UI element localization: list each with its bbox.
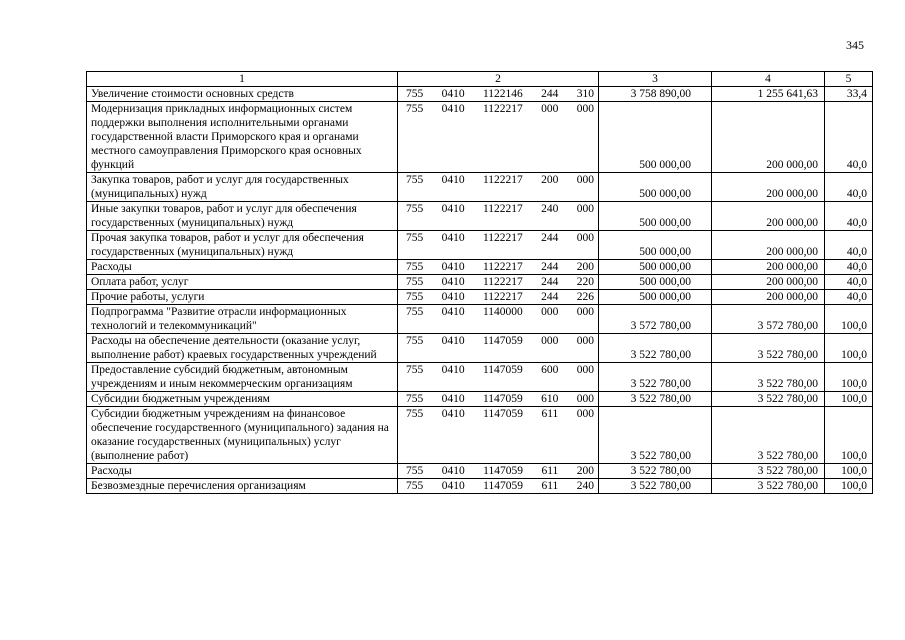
code-part: 000 xyxy=(576,232,594,244)
row-codes xyxy=(398,290,599,305)
row-codes xyxy=(398,407,599,464)
code-part: 755 xyxy=(406,393,424,405)
code-group xyxy=(400,407,596,421)
row-codes xyxy=(398,87,599,102)
code-part: 0410 xyxy=(441,364,465,376)
code-part: 240 xyxy=(541,203,559,215)
code-part: 755 xyxy=(406,103,424,115)
row-codes xyxy=(398,464,599,479)
row-name: Безвозмездные перечисления организациям xyxy=(87,479,398,494)
table-row xyxy=(87,87,873,102)
row-name: Субсидии бюджетным учреждениям xyxy=(87,392,398,407)
row-value-c4: 3 522 780,00 xyxy=(712,407,825,464)
table-row xyxy=(87,305,873,334)
code-part: 755 xyxy=(406,276,424,288)
code-group xyxy=(400,87,596,101)
row-value-c5: 100,0 xyxy=(825,334,873,363)
code-part: 1122217 xyxy=(482,203,523,215)
code-part: 755 xyxy=(406,261,424,273)
row-value-c5: 100,0 xyxy=(825,407,873,464)
table-row xyxy=(87,173,873,202)
code-part: 244 xyxy=(541,232,559,244)
code-group xyxy=(400,173,596,187)
table-row xyxy=(87,392,873,407)
row-name: Расходы xyxy=(87,260,398,275)
code-part: 611 xyxy=(541,465,559,477)
code-part: 000 xyxy=(576,203,594,215)
code-part: 1122146 xyxy=(482,88,523,100)
row-value-c5: 100,0 xyxy=(825,305,873,334)
code-part: 0410 xyxy=(441,261,465,273)
code-part: 0410 xyxy=(441,88,465,100)
code-part: 755 xyxy=(406,408,424,420)
row-value-c3: 3 522 780,00 xyxy=(599,464,712,479)
row-name: Прочая закупка товаров, работ и услуг для обеспечения государственных (муниципальных) нужд xyxy=(87,231,398,260)
row-value-c5: 40,0 xyxy=(825,231,873,260)
row-value-c4: 200 000,00 xyxy=(712,173,825,202)
code-part: 310 xyxy=(576,88,594,100)
row-name: Прочие работы, услуги xyxy=(87,290,398,305)
code-part: 000 xyxy=(576,103,594,115)
row-name: Оплата работ, услуг xyxy=(87,275,398,290)
code-group xyxy=(400,305,596,319)
row-value-c3: 3 522 780,00 xyxy=(599,392,712,407)
code-part: 0410 xyxy=(441,306,465,318)
code-part: 600 xyxy=(541,364,559,376)
row-value-c4: 3 572 780,00 xyxy=(712,305,825,334)
table-row xyxy=(87,363,873,392)
row-value-c3: 3 522 780,00 xyxy=(599,407,712,464)
code-part: 244 xyxy=(541,276,559,288)
code-part: 1122217 xyxy=(482,276,523,288)
code-group xyxy=(400,260,596,274)
code-part: 244 xyxy=(541,88,559,100)
code-part: 1147059 xyxy=(483,465,523,477)
row-value-c3: 500 000,00 xyxy=(599,290,712,305)
row-value-c3: 3 522 780,00 xyxy=(599,334,712,363)
code-part: 1147059 xyxy=(482,393,523,405)
row-name: Увеличение стоимости основных средств xyxy=(87,87,398,102)
row-value-c5: 100,0 xyxy=(825,479,873,494)
row-codes xyxy=(398,305,599,334)
row-value-c5: 40,0 xyxy=(825,290,873,305)
row-name: Модернизация прикладных информационных систем поддержки выполнения исполнительными органами государственной власти Приморского края и органами местного самоуправления Приморского края основных функций xyxy=(87,102,398,173)
code-part: 755 xyxy=(406,364,424,376)
row-value-c4: 1 255 641,63 xyxy=(712,87,825,102)
code-part: 1147059 xyxy=(482,335,523,347)
row-value-c4: 3 522 780,00 xyxy=(712,392,825,407)
header-col-5: 5 xyxy=(825,72,873,87)
row-codes xyxy=(398,202,599,231)
header-col-1: 1 xyxy=(87,72,398,87)
row-value-c5: 40,0 xyxy=(825,202,873,231)
code-part: 0410 xyxy=(441,291,465,303)
header-col-4: 4 xyxy=(712,72,825,87)
row-value-c3: 3 758 890,00 xyxy=(599,87,712,102)
table-row xyxy=(87,464,873,479)
code-part: 755 xyxy=(406,174,424,186)
row-value-c4: 3 522 780,00 xyxy=(712,479,825,494)
code-group xyxy=(400,479,596,493)
row-name: Расходы на обеспечение деятельности (оказание услуг, выполнение работ) краевых государственных учреждений xyxy=(87,334,398,363)
table-row xyxy=(87,202,873,231)
code-part: 200 xyxy=(576,261,594,273)
code-part: 000 xyxy=(541,103,559,115)
code-group xyxy=(400,290,596,304)
row-value-c4: 3 522 780,00 xyxy=(712,363,825,392)
code-part: 000 xyxy=(576,364,594,376)
code-part: 755 xyxy=(406,88,424,100)
code-part: 1140000 xyxy=(482,306,523,318)
row-value-c4: 200 000,00 xyxy=(712,260,825,275)
code-part: 0410 xyxy=(441,174,465,186)
code-part: 1122217 xyxy=(482,174,523,186)
row-name: Предоставление субсидий бюджетным, автономным учреждениям и иным некоммерческим организациям xyxy=(87,363,398,392)
page-number: 345 xyxy=(846,38,864,52)
code-part: 200 xyxy=(541,174,559,186)
row-value-c5: 33,4 xyxy=(825,87,873,102)
row-value-c3: 500 000,00 xyxy=(599,231,712,260)
row-value-c4: 200 000,00 xyxy=(712,290,825,305)
code-part: 000 xyxy=(541,306,559,318)
code-part: 0410 xyxy=(441,232,465,244)
code-part: 0410 xyxy=(441,393,465,405)
row-value-c3: 500 000,00 xyxy=(599,275,712,290)
header-row xyxy=(87,72,873,87)
code-group xyxy=(400,392,596,406)
row-codes xyxy=(398,102,599,173)
header-col-2: 2 xyxy=(398,72,599,87)
code-part: 000 xyxy=(576,174,594,186)
table-row xyxy=(87,407,873,464)
row-value-c5: 40,0 xyxy=(825,173,873,202)
code-part: 0410 xyxy=(441,480,465,492)
code-part: 0410 xyxy=(441,335,465,347)
row-codes xyxy=(398,479,599,494)
row-value-c4: 3 522 780,00 xyxy=(712,334,825,363)
code-part: 611 xyxy=(541,408,559,420)
row-value-c3: 500 000,00 xyxy=(599,102,712,173)
code-part: 200 xyxy=(576,465,594,477)
row-value-c3: 500 000,00 xyxy=(599,202,712,231)
code-group xyxy=(400,363,596,377)
row-value-c5: 40,0 xyxy=(825,102,873,173)
row-name: Иные закупки товаров, работ и услуг для обеспечения государственных (муниципальных) нужд xyxy=(87,202,398,231)
code-part: 755 xyxy=(406,232,424,244)
row-codes xyxy=(398,392,599,407)
row-value-c3: 3 572 780,00 xyxy=(599,305,712,334)
row-value-c3: 3 522 780,00 xyxy=(599,363,712,392)
code-part: 244 xyxy=(541,261,559,273)
row-codes xyxy=(398,275,599,290)
row-value-c4: 200 000,00 xyxy=(712,202,825,231)
row-codes xyxy=(398,260,599,275)
row-name: Субсидии бюджетным учреждениям на финансовое обеспечение государственного (муниципального) задания на оказание государственных (муниципальных) услуг (выполнение работ) xyxy=(87,407,398,464)
code-part: 000 xyxy=(576,335,594,347)
code-part: 610 xyxy=(541,393,559,405)
code-part: 240 xyxy=(576,480,594,492)
row-codes xyxy=(398,363,599,392)
row-codes xyxy=(398,334,599,363)
code-part: 244 xyxy=(541,291,559,303)
code-part: 755 xyxy=(406,465,424,477)
table-row xyxy=(87,479,873,494)
code-part: 1147059 xyxy=(483,480,523,492)
table-row xyxy=(87,231,873,260)
row-value-c5: 100,0 xyxy=(825,392,873,407)
table-row xyxy=(87,102,873,173)
code-part: 1122217 xyxy=(482,291,523,303)
code-part: 000 xyxy=(576,393,594,405)
code-part: 755 xyxy=(406,480,424,492)
code-part: 0410 xyxy=(441,408,465,420)
code-part: 0410 xyxy=(441,203,465,215)
row-value-c5: 100,0 xyxy=(825,363,873,392)
code-part: 755 xyxy=(406,335,424,347)
row-value-c5: 40,0 xyxy=(825,260,873,275)
row-value-c4: 200 000,00 xyxy=(712,102,825,173)
code-group xyxy=(400,334,596,348)
code-part: 000 xyxy=(576,408,594,420)
code-part: 0410 xyxy=(441,465,465,477)
row-value-c3: 3 522 780,00 xyxy=(599,479,712,494)
table-row xyxy=(87,275,873,290)
code-part: 220 xyxy=(576,276,594,288)
code-part: 1122217 xyxy=(482,103,523,115)
code-part: 611 xyxy=(541,480,559,492)
code-part: 1122217 xyxy=(482,232,523,244)
row-name: Подпрограмма "Развитие отрасли информационных технологий и телекоммуникаций" xyxy=(87,305,398,334)
code-part: 000 xyxy=(541,335,559,347)
code-part: 000 xyxy=(576,306,594,318)
code-part: 0410 xyxy=(441,103,465,115)
code-part: 755 xyxy=(406,291,424,303)
code-group xyxy=(400,231,596,245)
row-value-c4: 200 000,00 xyxy=(712,231,825,260)
row-codes xyxy=(398,231,599,260)
table-row xyxy=(87,334,873,363)
row-value-c4: 200 000,00 xyxy=(712,275,825,290)
code-group xyxy=(400,464,596,478)
row-name: Расходы xyxy=(87,464,398,479)
table-row xyxy=(87,260,873,275)
header-col-3: 3 xyxy=(599,72,712,87)
code-part: 226 xyxy=(576,291,594,303)
code-group xyxy=(400,275,596,289)
code-part: 1147059 xyxy=(482,364,523,376)
row-value-c3: 500 000,00 xyxy=(599,173,712,202)
code-part: 1147059 xyxy=(483,408,523,420)
code-part: 755 xyxy=(406,306,424,318)
row-value-c3: 500 000,00 xyxy=(599,260,712,275)
code-group xyxy=(400,102,596,116)
row-value-c5: 40,0 xyxy=(825,275,873,290)
code-part: 755 xyxy=(406,203,424,215)
code-group xyxy=(400,202,596,216)
row-value-c5: 100,0 xyxy=(825,464,873,479)
table-row xyxy=(87,290,873,305)
code-part: 1122217 xyxy=(482,261,523,273)
row-codes xyxy=(398,173,599,202)
budget-table xyxy=(86,71,873,494)
code-part: 0410 xyxy=(441,276,465,288)
row-name: Закупка товаров, работ и услуг для государственных (муниципальных) нужд xyxy=(87,173,398,202)
row-value-c4: 3 522 780,00 xyxy=(712,464,825,479)
